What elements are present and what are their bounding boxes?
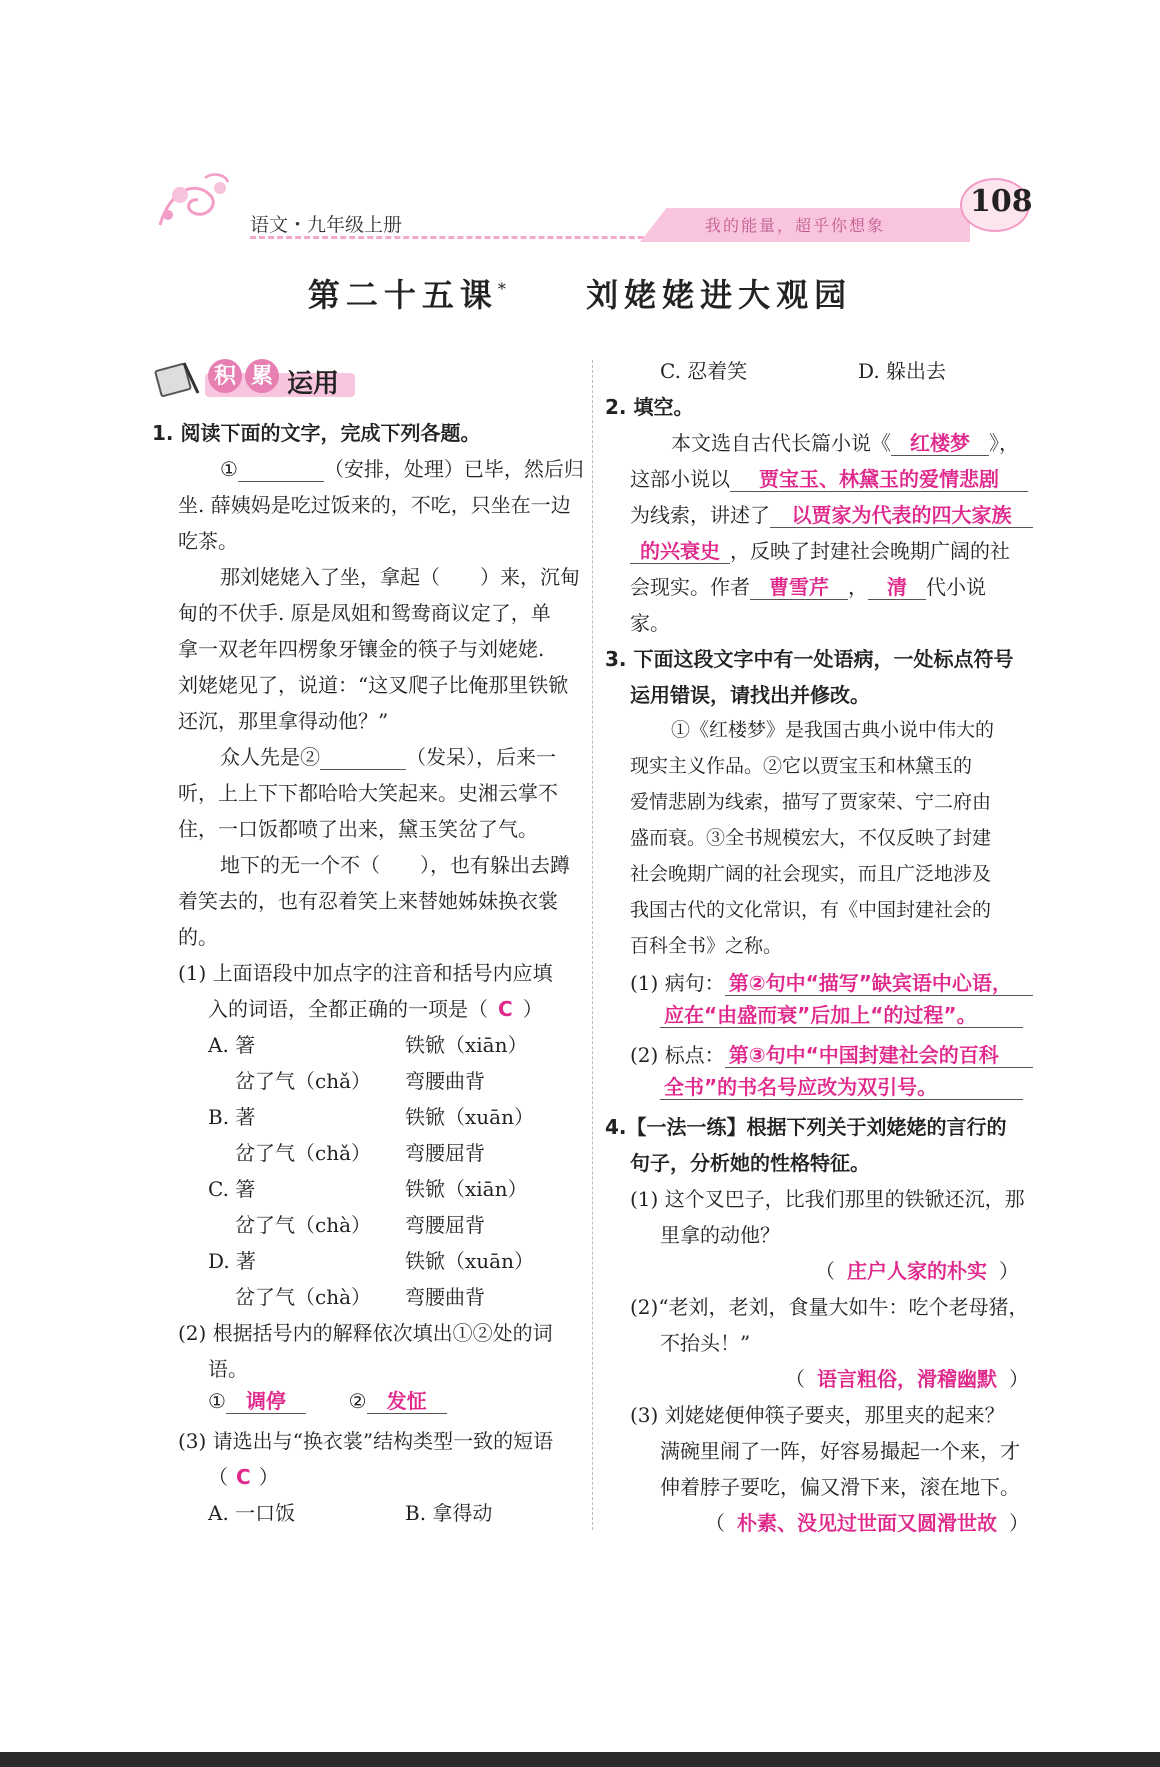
lesson-name: 刘姥姥进大观园 (586, 276, 853, 314)
passage-line: 众人先是② （发呆），后来一 (220, 745, 556, 769)
question-1-title: 1. 阅读下面的文字，完成下列各题。 (152, 421, 481, 445)
passage-line: 甸的不伏手. 原是凤姐和鸳鸯商议定了，单 (178, 601, 551, 625)
q3-sub-2: (2) 标点： 第③句中“中国封建社会的百科 (630, 1039, 1033, 1068)
q3-sub-2-line2 (660, 1075, 1023, 1100)
left-column (150, 355, 584, 1525)
q4-sub-3: (3) 刘姥姥便伸筷子要夹，那里夹的起来？ (630, 1403, 1005, 1427)
q3-passage: 爱情悲剧为线索，描写了贾家荣、宁二府由 (630, 791, 992, 813)
q2-line: 家。 (630, 611, 670, 635)
answer-s1: C (498, 997, 513, 1021)
q3-passage: 社会晚期广阔的社会现实，而且广泛地涉及 (630, 863, 992, 885)
option-c-1: C. 箸 (208, 1177, 256, 1201)
option-c-2: 铁锨（xiān） (405, 1177, 528, 1201)
option-b-2: 铁锨（xuān） (405, 1105, 534, 1129)
section-badge-1: 积 (208, 359, 242, 393)
lesson-number: 第二十五课 (307, 276, 498, 314)
lesson-title (0, 270, 1160, 316)
q4-sub-3-answer: （ 朴素、没见过世面又圆滑世故 ） (705, 1511, 1029, 1535)
passage-line: 坐. 薛姨妈是吃过饭来的，不吃，只坐在一边 (178, 493, 571, 517)
answer-q4-3: 朴素、没见过世面又圆滑世故 (737, 1511, 997, 1535)
passage-line: 的。 (178, 925, 218, 949)
floral-ornament-icon (150, 170, 250, 240)
q4-sub-2-answer: （ 语言粗俗，滑稽幽默 ） (785, 1367, 1029, 1391)
q4-sub-3-line3: 伸着脖子要吃，偏又滑下来，滚在地下。 (660, 1475, 1020, 1499)
passage-line: 吃茶。 (178, 529, 238, 553)
q4-sub-2: (2)“老刘，老刘，食量大如牛：吃个老母猪， (630, 1295, 1029, 1319)
passage-line: 着笑去的，也有忍着笑上来替她姊妹换衣裳 (178, 889, 558, 913)
passage-line: ① （安排，处理）已毕，然后归 (220, 457, 584, 481)
question-3-title-line2: 运用错误，请找出并修改。 (630, 683, 870, 707)
question-4-title: 4.【一法一练】根据下列关于刘姥姥的言行的 (605, 1115, 1007, 1139)
slogan-text: 我的能量，超乎你想象 (705, 216, 886, 235)
answer-q2-1: 红楼梦 (891, 431, 989, 456)
question-3-title: 3. 下面这段文字中有一处语病，一处标点符号 (605, 647, 1014, 671)
answer-q4-1: 庄户人家的朴实 (847, 1259, 987, 1283)
option-d-3: 岔了气（chà） (235, 1285, 372, 1309)
answer-q3-1b: 应在“由盛而衰”后加上“的过程”。 (660, 1003, 1023, 1028)
answer-q2-2: 贾宝玉、林黛玉的爱情悲剧 (730, 467, 1028, 492)
q2-line: 会现实。作者 曹雪芹 ， 清 代小说 (630, 575, 986, 599)
answer-q3-2b: 全书”的书名号应改为双引号。 (660, 1075, 1023, 1100)
q3-passage: 百科全书》之称。 (630, 935, 783, 957)
option-c-3: 岔了气（chà） (235, 1213, 372, 1237)
option-b-1: B. 著 (208, 1105, 256, 1129)
answer-s2-2: 发怔 (367, 1389, 447, 1414)
q3-sub-1-line2 (660, 1003, 1023, 1028)
subquestion-2: (2) 根据括号内的解释依次填出①②处的词 (178, 1321, 553, 1345)
subquestion-1-line2: 入的词语，全都正确的一项是（ C ） (208, 997, 543, 1021)
passage-line: 刘姥姥见了，说道：“这叉爬子比俺那里铁锨 (178, 673, 569, 697)
q2-line: 这部小说以 贾宝玉、林黛玉的爱情悲剧 (630, 463, 1028, 492)
q4-sub-1-answer: （ 庄户人家的朴实 ） (815, 1259, 1019, 1283)
book-pen-icon (154, 357, 202, 401)
page-number: 108 (970, 184, 1033, 219)
q4-sub-2-line2: 不抬头！” (660, 1331, 751, 1355)
subquestion-2-answers: ① 调停 ② 发怔 (208, 1389, 447, 1414)
page-header (150, 170, 1033, 250)
answer-q4-2: 语言粗俗，滑稽幽默 (817, 1367, 997, 1391)
lesson-star: * (497, 279, 512, 299)
option-b-3: 岔了气（chǎ） (235, 1141, 372, 1165)
answer-q2-4: 曹雪芹 (750, 575, 848, 600)
section-badge-2: 累 (245, 359, 279, 393)
q2-line: 本文选自古代长篇小说《 红楼梦 》， (671, 431, 1019, 455)
option-c-4: 弯腰屈背 (405, 1213, 485, 1237)
answer-q2-3b: 的兴衰史 (630, 539, 730, 564)
subquestion-3: (3) 请选出与“换衣裳”结构类型一致的短语 (178, 1429, 554, 1453)
subquestion-3-option-a: A. 一口饭 (208, 1501, 296, 1525)
book-title: 语文・九年级上册 (250, 214, 403, 236)
subquestion-3-option-c: C. 忍着笑 (660, 359, 748, 383)
section-header (150, 355, 580, 405)
section-label: 运用 (287, 369, 340, 399)
question-2-title: 2. 填空。 (605, 395, 694, 419)
answer-q3-1a: 第②句中“描写”缺宾语中心语， (725, 971, 1033, 996)
q3-passage: 现实主义作品。②它以贾宝玉和林黛玉的 (630, 755, 973, 777)
q3-passage: 我国古代的文化常识，有《中国封建社会的 (630, 899, 992, 921)
q4-sub-1-line2: 里拿的动他？ (660, 1223, 780, 1247)
option-d-2: 铁锨（xuān） (405, 1249, 534, 1273)
q2-line: 为线索，讲述了 以贾家为代表的四大家族 (630, 499, 1033, 528)
q3-sub-1: (1) 病句： 第②句中“描写”缺宾语中心语， (630, 967, 1033, 996)
q4-sub-1: (1) 这个叉巴子，比我们那里的铁锨还沉，那 (630, 1187, 1025, 1211)
passage-line: 那刘姥姥入了坐，拿起（ ）来，沉甸 (220, 565, 580, 589)
bottom-bar (0, 1752, 1160, 1767)
q2-line: 的兴衰史 ，反映了封建社会晚期广阔的社 (630, 535, 1010, 564)
blank-1[interactable] (238, 457, 324, 482)
passage-line: 拿一双老年四楞象牙镶金的筷子与刘姥姥. (178, 637, 545, 661)
option-a-2: 铁锨（xiān） (405, 1033, 528, 1057)
option-d-1: D. 著 (208, 1249, 257, 1273)
passage-line: 还沉，那里拿得动他？” (178, 709, 389, 733)
option-a-1: A. 箸 (208, 1033, 256, 1057)
column-divider (592, 360, 593, 1530)
passage-line: 地下的无一个不（ ），也有躲出去蹲 (220, 853, 570, 877)
option-d-4: 弯腰曲背 (405, 1285, 485, 1309)
subquestion-3-option-d: D. 躲出去 (858, 359, 947, 383)
blank-2[interactable] (320, 745, 406, 770)
q3-passage: 盛而衰。③全书规模宏大，不仅反映了封建 (630, 827, 992, 849)
passage-line: 住，一口饭都喷了出来，黛玉笑岔了气。 (178, 817, 538, 841)
question-4-title-line2: 句子，分析她的性格特征。 (630, 1151, 870, 1175)
answer-q2-3a: 以贾家为代表的四大家族 (770, 503, 1033, 528)
q4-sub-3-line2: 满碗里闹了一阵，好容易撮起一个来，才 (660, 1439, 1020, 1463)
subquestion-3-option-b: B. 拿得动 (405, 1501, 493, 1525)
answer-s2-1: 调停 (226, 1389, 306, 1414)
subquestion-2-line2: 语。 (208, 1357, 248, 1381)
subquestion-1: (1) 上面语段中加点字的注音和括号内应填 (178, 961, 553, 985)
option-a-4: 弯腰曲背 (405, 1069, 485, 1093)
answer-q2-5: 清 (868, 575, 926, 600)
passage-line: 听，上上下下都哈哈大笑起来。史湘云掌不 (178, 781, 558, 805)
option-a-3: 岔了气（chǎ） (235, 1069, 372, 1093)
answer-s3: C (236, 1465, 251, 1489)
q3-passage: ①《红楼梦》是我国古典小说中伟大的 (671, 719, 995, 741)
option-b-4: 弯腰屈背 (405, 1141, 485, 1165)
answer-q3-2a: 第③句中“中国封建社会的百科 (725, 1043, 1033, 1068)
subquestion-3-answer: （ C ） (208, 1465, 279, 1489)
